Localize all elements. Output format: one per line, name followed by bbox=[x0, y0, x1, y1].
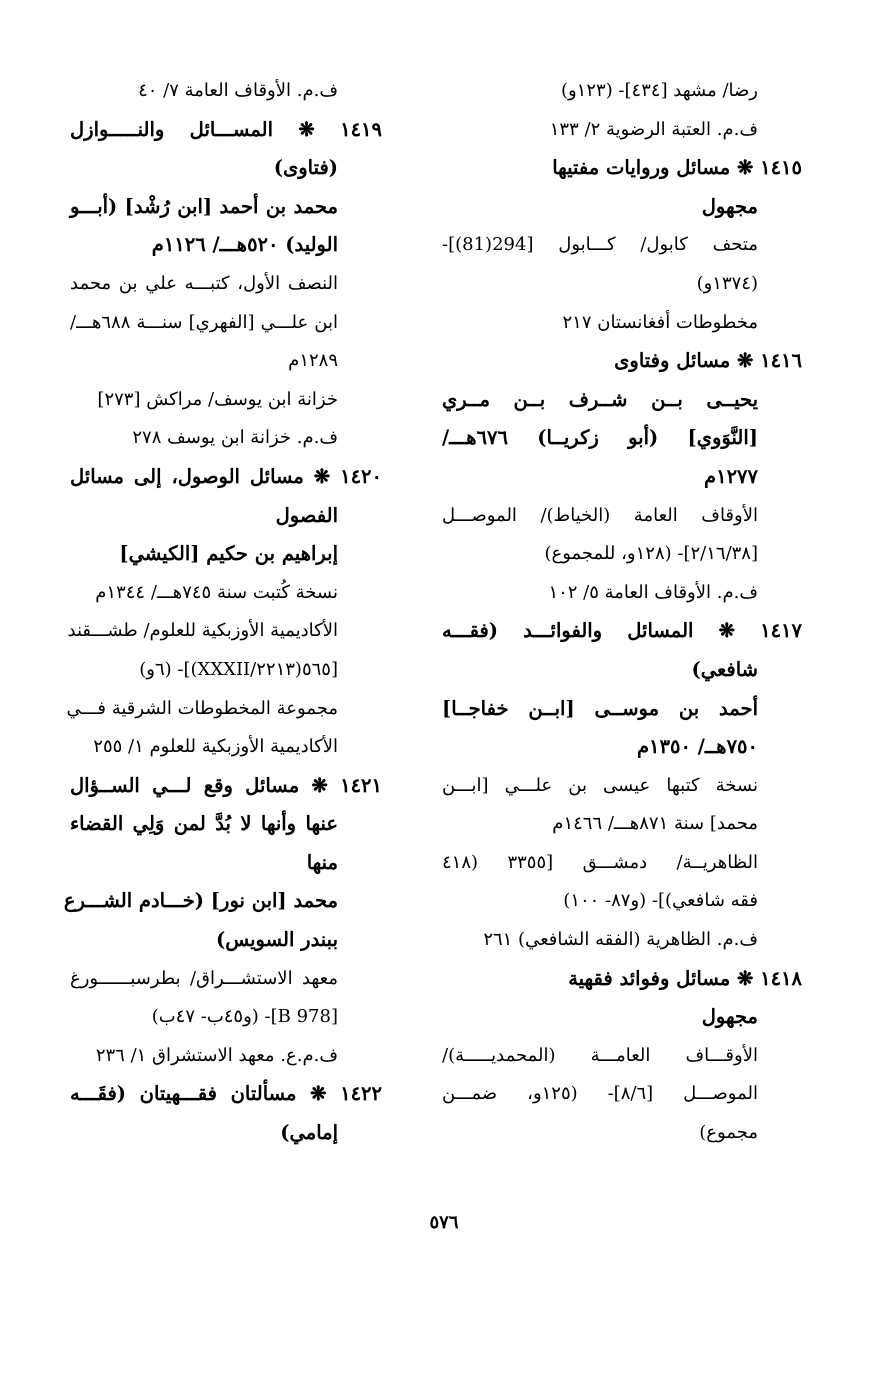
entry-heading: ١٤٢١ ❋ مسائل وقع لـــي الســؤال bbox=[70, 773, 382, 797]
text-line: مجموع) bbox=[699, 1122, 758, 1144]
text-line: نسخة كُتبت سنة ٧٤٥هـــ/ ١٣٤٤م bbox=[95, 581, 338, 603]
entry-heading: ١٤١٦ ❋ مسائل وفتاوى bbox=[614, 349, 802, 373]
author-line: [النَّوَوي] (أبو زكريــا) ٦٧٦هـــ/ bbox=[442, 426, 758, 450]
author-line: ٧٥٠هــ/ ١٣٥٠م bbox=[636, 735, 758, 759]
text-line: مخطوطات أفغانستان ٢١٧ bbox=[562, 311, 758, 333]
text-line: ف.م. خزانة ابن يوسف ٢٧٨ bbox=[132, 427, 338, 449]
right-column bbox=[442, 72, 802, 1153]
author-line: الفصول bbox=[275, 503, 338, 527]
text-line: الظاهريــة/ دمشـــق [٣٣٥٥ (٤١٨ bbox=[442, 851, 758, 873]
text-line: مجموعة المخطوطات الشرقية فـــي bbox=[66, 697, 338, 719]
text-line: خزانة ابن يوسف/ مراكش [٢٧٣] bbox=[97, 388, 338, 410]
text-line: متحف كابول/ كـــابول [294(81)]- bbox=[442, 234, 758, 256]
text-line: محمد] سنة ٨٧١هـــ/ ١٤٦٦م bbox=[552, 813, 758, 835]
text-line: ف.م.ع. معهد الاستشراق ١/ ٢٣٦ bbox=[95, 1044, 338, 1066]
author-line: ١٢٧٧م bbox=[704, 464, 758, 488]
author-line: مجهول bbox=[701, 1005, 758, 1029]
left-column bbox=[63, 72, 382, 1153]
author-line: إبراهيم بن حكيم [الكيشي] bbox=[119, 542, 338, 566]
text-line: معهد الاستشـــراق/ بطرسبــــــورغ bbox=[70, 967, 338, 989]
text-line: ف.م. الأوقاف العامة ٥/ ١٠٢ bbox=[548, 581, 758, 603]
author-line: إمامي) bbox=[280, 1121, 338, 1145]
author-line: عنها وأنها لا بُدَّ لمن وَلِي القضاء bbox=[70, 812, 338, 836]
text-line: ١٢٨٩م bbox=[288, 350, 338, 372]
text-line: نسخة كتبها عيسى بن علـــي [ابـــن bbox=[442, 774, 758, 796]
entry-heading: ١٤١٩ ❋ المســـائل والنـــــوازل bbox=[70, 117, 382, 141]
page-number: ٥٧٦ bbox=[429, 1212, 459, 1233]
text-line: الأكاديمية الأوزبكية للعلوم ١/ ٢٥٥ bbox=[93, 736, 338, 758]
author-line: ببندر السويس) bbox=[216, 928, 338, 952]
text-line: (١٣٧٤و) bbox=[696, 272, 758, 294]
author-line: أحمد بن موســى [ابــن خفاجــا] bbox=[442, 696, 758, 720]
author-line: محمد [ابن نور] (خـــادم الشـــرع bbox=[63, 889, 338, 913]
text-line: الأكاديمية الأوزبكية للعلوم/ طشـــقند bbox=[67, 620, 338, 642]
text-line: فقه شافعي)]- (و٨٧- ١٠٠) bbox=[563, 890, 758, 912]
text-line: [٢/١٦/٣٨]- (١٢٨و، للمجموع) bbox=[544, 543, 758, 565]
entry-heading: ١٤١٥ ❋ مسائل وروايات مفتيها bbox=[552, 156, 802, 180]
author-line: منها bbox=[306, 850, 338, 874]
text-line: ف.م. الظاهرية (الفقه الشافعي) ٢٦١ bbox=[483, 929, 758, 951]
author-line: محمد بن أحمد [ابن رُشْد] (أبـــو bbox=[70, 194, 338, 218]
author-line: يحيــى بــن شــرف بــن مــري bbox=[442, 387, 758, 411]
text-line: ف.م. العتبة الرضوية ٢/ ١٣٣ bbox=[549, 118, 758, 140]
text-line: رضا/ مشهد [٤٣٤]- (١٢٣و) bbox=[560, 80, 758, 101]
entry-heading: ١٤١٧ ❋ المسائل والفوائـــد (فقـــه bbox=[442, 619, 802, 643]
text-line: [٥٦٥(٢٢١٣/XXXII)]- (٦و) bbox=[139, 658, 338, 680]
entry-heading: ١٤٢٢ ❋ مسألتان فقـــهيتان (فقَـــه bbox=[70, 1082, 382, 1106]
author-line: (فتاوى) bbox=[273, 156, 338, 180]
author-line: الوليد) ٥٢٠هـــ/ ١١٢٦م bbox=[151, 233, 338, 257]
text-line: الأوقاف العامة (الخياط)/ الموصـــل bbox=[442, 504, 758, 526]
text-line: الموصـــل [٨/٦]- (١٢٥و، ضمـــن bbox=[442, 1083, 758, 1105]
entry-heading: ١٤١٨ ❋ مسائل وفوائد فقهية bbox=[568, 966, 802, 990]
entry-heading: ١٤٢٠ ❋ مسائل الوصول، إلى مسائل bbox=[70, 464, 382, 488]
text-line: ف.م. الأوقاف العامة ٧/ ٤٠ bbox=[138, 80, 338, 101]
text-line: الأوقـــاف العامـــة (المحمديـــــة)/ bbox=[442, 1044, 758, 1066]
text-line: [B 978]- (و٤٥ب- ٤٧ب) bbox=[151, 1006, 338, 1028]
text-line: ابن علـــي [الفهري] سنـــة ٦٨٨هـــ/ bbox=[70, 311, 338, 333]
author-line: شافعي) bbox=[691, 657, 758, 681]
text-line: النصف الأول، كتبـــه علي بن محمد bbox=[70, 272, 338, 294]
author-line: مجهول bbox=[701, 194, 758, 218]
